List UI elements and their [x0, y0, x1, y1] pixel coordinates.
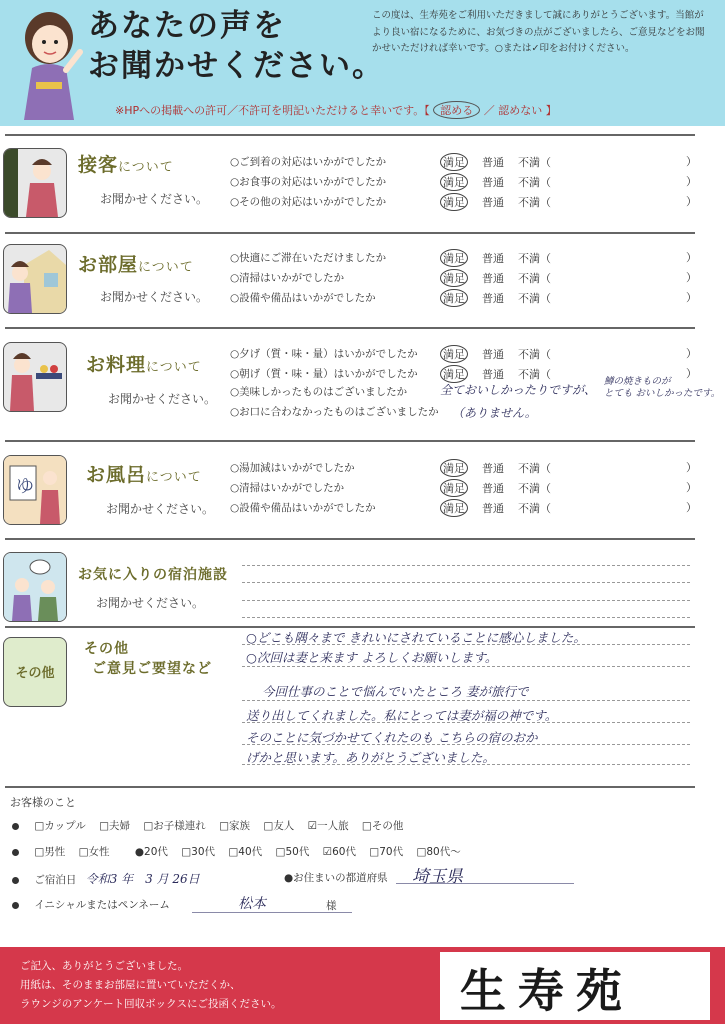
paren-close: ） — [686, 347, 697, 360]
rating-normal[interactable]: 普通 — [482, 462, 504, 475]
permission-deny-option[interactable]: 認めない — [498, 104, 543, 117]
initial-label: イニシャルまたはペンネーム — [34, 899, 170, 911]
rating-bad[interactable]: 不満（ — [518, 462, 551, 475]
service-category-icon — [3, 148, 67, 218]
option-couple[interactable]: □カップル — [34, 820, 86, 832]
party-type-row — [12, 818, 413, 833]
service-category-subtitle: お聞かせください。 — [100, 192, 209, 206]
question: ○朝げ（質・味・量）はいかがでしたか — [230, 368, 418, 380]
other-category-title-2: ご意見ご要望など — [92, 661, 212, 677]
rating-normal[interactable]: 普通 — [482, 196, 504, 209]
question: ○ご到着の対応はいかがでしたか — [230, 156, 387, 168]
prefecture-label: ●お住まいの都道府県 — [284, 872, 388, 884]
rating-normal[interactable]: 普通 — [482, 482, 504, 495]
paren-close: ） — [686, 461, 697, 474]
answer-line — [242, 644, 690, 645]
rating-bad[interactable]: 不満（ — [518, 482, 551, 495]
initial-suffix: 様 — [326, 900, 337, 912]
divider — [5, 440, 695, 442]
bullet-icon — [12, 877, 19, 884]
paren-close: ） — [686, 271, 697, 284]
rating-bad[interactable]: 不満（ — [518, 272, 551, 285]
answer-line — [242, 700, 690, 701]
room-category-icon — [3, 244, 67, 314]
rating-row — [440, 173, 551, 191]
rating-good-selected[interactable]: 満足 — [440, 193, 468, 211]
rating-row — [440, 249, 551, 267]
rating-row — [440, 499, 551, 517]
option-friends[interactable]: □友人 — [263, 820, 295, 832]
favorite-category-title: お気に入りの宿泊施設 — [78, 567, 228, 583]
answer-line[interactable] — [242, 582, 690, 583]
footer-message — [20, 957, 282, 1014]
stay-date-label: ご宿泊日 — [34, 874, 77, 886]
question: ○設備や備品はいかがでしたか — [230, 292, 376, 304]
rating-row — [440, 479, 551, 497]
rating-normal[interactable]: 普通 — [482, 502, 504, 515]
bath-category-subtitle: お聞かせください。 — [106, 502, 215, 516]
rating-normal[interactable]: 普通 — [482, 368, 504, 381]
mascot-illustration — [14, 8, 84, 123]
rating-good-selected[interactable]: 満足 — [440, 479, 468, 497]
handwritten-answer-tasty[interactable]: 全ておいしかったりですが、 — [440, 383, 597, 397]
title-line-1: あなたの声を — [88, 8, 286, 44]
question: ○お食事の対応はいかがでしたか — [230, 176, 387, 188]
option-other[interactable]: □その他 — [361, 820, 404, 832]
paren-close: ） — [686, 155, 697, 168]
question: ○美味しかったものはございましたか — [230, 386, 408, 398]
permission-sep: ／ — [483, 104, 495, 117]
option-age-70s[interactable]: □70代 — [369, 846, 404, 858]
title-line-2: お聞かせください。 — [88, 48, 385, 84]
brand-logo: 生寿苑 — [460, 964, 634, 1018]
option-female[interactable]: □女性 — [78, 846, 110, 858]
cat-title-suffix: について — [146, 360, 202, 375]
comment-line[interactable]: ○どこも隅々まで きれいにされていることに感心しました。 — [246, 630, 586, 645]
rating-bad[interactable]: 不満（ — [518, 176, 551, 189]
other-category-title-1: その他 — [84, 641, 129, 657]
rating-bad[interactable]: 不満（ — [518, 292, 551, 305]
rating-good-selected[interactable]: 満足 — [440, 173, 468, 191]
bath-category-title — [86, 460, 202, 487]
rating-normal[interactable]: 普通 — [482, 252, 504, 265]
prefecture-value[interactable]: 埼玉県 — [412, 867, 463, 887]
paren-close: ） — [686, 195, 697, 208]
handwritten-answer-tasty-extra[interactable]: 鱒の焼きものが とても おいしかったです。 — [604, 376, 721, 399]
handwritten-answer-not-tasty[interactable]: （ありません。 — [452, 406, 537, 420]
divider — [5, 134, 695, 136]
rating-bad[interactable]: 不満（ — [518, 196, 551, 209]
comment-line[interactable]: ○次回は妻と来ます よろしくお願いします。 — [246, 650, 498, 665]
divider — [5, 538, 695, 540]
cuisine-category-title — [86, 350, 202, 377]
cat-title-main: 接客 — [78, 154, 119, 176]
other-category-icon — [3, 637, 67, 707]
question: ○清掃はいかがでしたか — [230, 482, 345, 494]
option-family[interactable]: □家族 — [219, 820, 251, 832]
question: ○快適にご滞在いただけましたか — [230, 252, 387, 264]
comment-line[interactable]: 送り出してくれました。私にとっては妻が福の神です。 — [246, 708, 558, 723]
rating-row — [440, 345, 551, 363]
bullet-icon — [12, 849, 19, 856]
answer-line — [242, 666, 690, 667]
service-category-title — [78, 150, 174, 177]
room-category-subtitle: お聞かせください。 — [100, 290, 209, 304]
rating-row — [440, 193, 551, 211]
comment-line[interactable]: げかと思います。ありがとうございました。 — [246, 750, 496, 765]
permission-allow-option[interactable]: 認める — [433, 101, 480, 119]
answer-line[interactable] — [242, 565, 690, 566]
rating-good-selected[interactable]: 満足 — [440, 249, 468, 267]
option-age-50s[interactable]: □50代 — [275, 846, 310, 858]
answer-line[interactable] — [242, 600, 690, 601]
gender-age-row — [12, 844, 471, 859]
bullet-icon — [12, 902, 19, 909]
other-icon-label: その他 — [15, 666, 55, 681]
permission-note — [115, 101, 557, 119]
rating-bad[interactable]: 不満（ — [518, 348, 551, 361]
question: ○その他の対応はいかがでしたか — [230, 196, 387, 208]
cat-title-suffix: について — [138, 260, 194, 275]
option-with-kids[interactable]: □お子様連れ — [143, 820, 206, 832]
divider — [5, 786, 695, 788]
option-age-60s-checked[interactable]: ☑60代 — [322, 846, 356, 858]
footer-line-3: ラウンジのアンケート回収ボックスにご投函ください。 — [20, 998, 282, 1010]
paren-close: ） — [686, 481, 697, 494]
initial-value[interactable]: 松本 — [238, 896, 266, 912]
permission-close: 】 — [545, 104, 557, 117]
rating-normal[interactable]: 普通 — [482, 176, 504, 189]
rating-bad[interactable]: 不満（ — [518, 502, 551, 515]
prefecture-underline — [396, 883, 574, 884]
rating-bad[interactable]: 不満（ — [518, 368, 551, 381]
rating-good-selected[interactable]: 満足 — [440, 459, 468, 477]
answer-line — [242, 722, 690, 723]
answer-line — [242, 764, 690, 765]
option-age-20s[interactable]: ●20代 — [134, 846, 168, 858]
paren-close: ） — [686, 175, 697, 188]
stay-date-value[interactable]: 令和3 年 3 月 26日 — [85, 872, 200, 886]
cat-title-suffix: について — [146, 470, 202, 485]
rating-bad[interactable]: 不満（ — [518, 252, 551, 265]
rating-good-selected[interactable]: 満足 — [440, 345, 468, 363]
favorite-category-subtitle: お聞かせください。 — [96, 596, 205, 610]
rating-good-selected[interactable]: 満足 — [440, 289, 468, 307]
rating-row — [440, 459, 551, 477]
footer-line-1: ご記入、ありがとうございました。 — [20, 960, 188, 972]
rating-normal[interactable]: 普通 — [482, 292, 504, 305]
option-age-40s[interactable]: □40代 — [228, 846, 263, 858]
rating-row — [440, 289, 551, 307]
rating-row — [440, 269, 551, 287]
option-age-80s[interactable]: □80代〜 — [416, 846, 461, 858]
page-title — [88, 6, 385, 86]
cat-title-main: お料理 — [86, 354, 147, 376]
bath-category-icon — [3, 455, 67, 525]
paren-close: ） — [686, 251, 697, 264]
answer-line[interactable] — [242, 617, 690, 618]
option-married[interactable]: □夫婦 — [99, 820, 131, 832]
cuisine-category-icon — [3, 342, 67, 412]
initial-underline — [192, 912, 352, 913]
paren-close: ） — [686, 501, 697, 514]
rating-normal[interactable]: 普通 — [482, 272, 504, 285]
paren-close: ） — [686, 291, 697, 304]
option-male[interactable]: □男性 — [34, 846, 66, 858]
cat-title-main: お風呂 — [86, 464, 147, 486]
rating-good-selected[interactable]: 満足 — [440, 269, 468, 287]
rating-bad[interactable]: 不満（ — [518, 156, 551, 169]
favorite-category-icon — [3, 552, 67, 622]
customer-heading: お客様のこと — [10, 796, 76, 809]
question: ○夕げ（質・味・量）はいかがでしたか — [230, 348, 418, 360]
question: ○清掃はいかがでしたか — [230, 272, 345, 284]
cuisine-category-subtitle: お聞かせください。 — [108, 392, 217, 406]
footer-line-2: 用紙は、そのままお部屋に置いていただくか、 — [20, 979, 241, 991]
initial-row — [12, 897, 170, 912]
svg-text:ゆ: ゆ — [16, 476, 34, 497]
bullet-icon — [12, 823, 19, 830]
question: ○お口に合わなかったものはございましたか — [230, 406, 439, 418]
rating-normal[interactable]: 普通 — [482, 156, 504, 169]
divider — [5, 232, 695, 234]
option-solo-checked[interactable]: ☑一人旅 — [307, 820, 349, 832]
answer-line — [242, 744, 690, 745]
rating-good-selected[interactable]: 満足 — [440, 365, 468, 383]
intro-text: この度は、生寿苑をご利用いただきまして誠にありがとうございます。当館がより良い宿になるために、お気づきの点がございましたら、ご意見などをお聞かせいただければ幸いです。○または✓印をお付けください。 — [372, 10, 705, 54]
permission-text: ※HPへの掲載への許可／不許可を明記いただけると幸いです。【 — [115, 104, 430, 117]
question: ○湯加減はいかがでしたか — [230, 462, 355, 474]
question: ○設備や備品はいかがでしたか — [230, 502, 376, 514]
rating-row — [440, 153, 551, 171]
stay-date-row — [12, 870, 200, 887]
comment-line[interactable]: 今回仕事のことで悩んでいたところ 妻が旅行で — [262, 684, 529, 699]
divider — [5, 327, 695, 329]
room-category-title — [78, 250, 194, 277]
comment-line[interactable]: そのことに気づかせてくれたのも こちらの宿のおか — [246, 730, 538, 745]
rating-good-selected[interactable]: 満足 — [440, 499, 468, 517]
cat-title-suffix: について — [118, 160, 174, 175]
rating-good-selected[interactable]: 満足 — [440, 153, 468, 171]
rating-normal[interactable]: 普通 — [482, 348, 504, 361]
option-age-30s[interactable]: □30代 — [181, 846, 216, 858]
cat-title-main: お部屋 — [78, 254, 139, 276]
paren-close: ） — [686, 367, 697, 380]
